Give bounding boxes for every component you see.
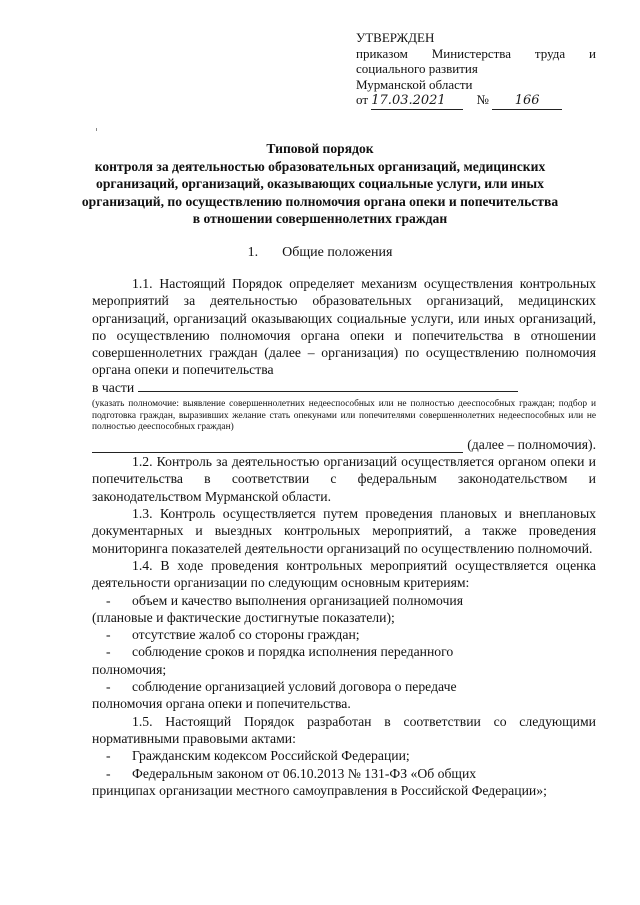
- handwritten-date: 17.03.2021: [371, 93, 446, 108]
- list-item: - соблюдение сроков и порядка исполнения переданного полномочия;: [92, 644, 454, 677]
- approval-stamp: [356, 30, 596, 110]
- list-item: - Гражданским кодексом Российской Федерации;: [106, 748, 410, 764]
- approval-date-line: от 17.03.2021 № 166: [356, 92, 596, 110]
- list-item: - отсутствие жалоб со стороны граждан;: [106, 627, 360, 643]
- acts-list: [92, 747, 596, 799]
- document-title: [80, 140, 560, 228]
- approval-region-line: Мурманской области: [356, 76, 473, 92]
- fill-in-hint: (указать полномочие: выявление совершеннолетних недееспособных или не полностью дееспособных граждан; подбор и подготовка граждан, выразивших желание стать опекунами или попечителями совершеннолетних недееспособных или не полностью дееспособных граждан): [92, 399, 596, 433]
- document-body: [92, 275, 596, 799]
- paragraph-1-2: 1.2. Контроль за деятельностью организаций осуществляется органом опеки и попечительства в соответствии с федеральным законодательством и законодательством Мурманской области.: [92, 454, 596, 504]
- section-title: Общие положения: [282, 245, 393, 260]
- paragraph-1-5: 1.5. Настоящий Порядок разработан в соответствии со следующими нормативными правовыми актами:: [92, 713, 596, 746]
- fill-in-line: [138, 379, 518, 392]
- paragraph-1-1: 1.1. Настоящий Порядок определяет механизм осуществления контрольных мероприятий за деятельностью образовательных организаций, медицинских организаций, организаций оказывающих социальные услуги, или иных организаций, по осуществлению полномочия органа опеки и попечительства в отношении совершеннолетних граждан (далее – организация) по осуществлению полномочия органа опеки и попечительства в части: [92, 276, 596, 395]
- paragraph-1-4: 1.4. В ходе проведения контрольных мероприятий осуществляется оценка деятельности организации по следующим основным критериям:: [92, 557, 596, 591]
- scan-mark: [96, 128, 97, 131]
- approval-ministry-line: социального развития: [356, 61, 478, 76]
- criteria-list: [92, 592, 596, 713]
- handwritten-number: 166: [514, 93, 540, 108]
- title-subject: контроля за деятельностью образовательных организаций, медицинских организаций, организаций, оказывающих социальные услуги, или иных организаций, по осуществлению полномочия органа опеки и попечительства в отношении совершеннолетних граждан: [81, 158, 559, 226]
- approval-heading: УТВЕРЖДЕН: [356, 30, 435, 45]
- fill-in-line: [92, 440, 463, 453]
- section-heading: [0, 245, 640, 261]
- approval-order-line: приказом Министерства труда и: [356, 45, 596, 61]
- list-item: - соблюдение организацией условий договора о передаче полномочия органа опеки и попечительства.: [92, 679, 457, 712]
- paragraph-1-1-end: (далее – полномочия).: [92, 436, 596, 453]
- title-line: Типовой порядок: [266, 141, 374, 156]
- section-number: 1.: [247, 245, 259, 260]
- list-item: - объем и качество выполнения организацией полномочия (плановые и фактические достигнутые показатели);: [92, 592, 464, 625]
- list-item: - Федеральным законом от 06.10.2013 № 131-ФЗ «Об общих принципах организации местного самоуправления в Российской Федерации»;: [92, 765, 547, 798]
- paragraph-1-3: 1.3. Контроль осуществляется путем проведения плановых и внеплановых документарных и выездных контрольных мероприятий, а также проведения мониторинга показателей деятельности организаций по осуществлению полномочий.: [92, 506, 596, 556]
